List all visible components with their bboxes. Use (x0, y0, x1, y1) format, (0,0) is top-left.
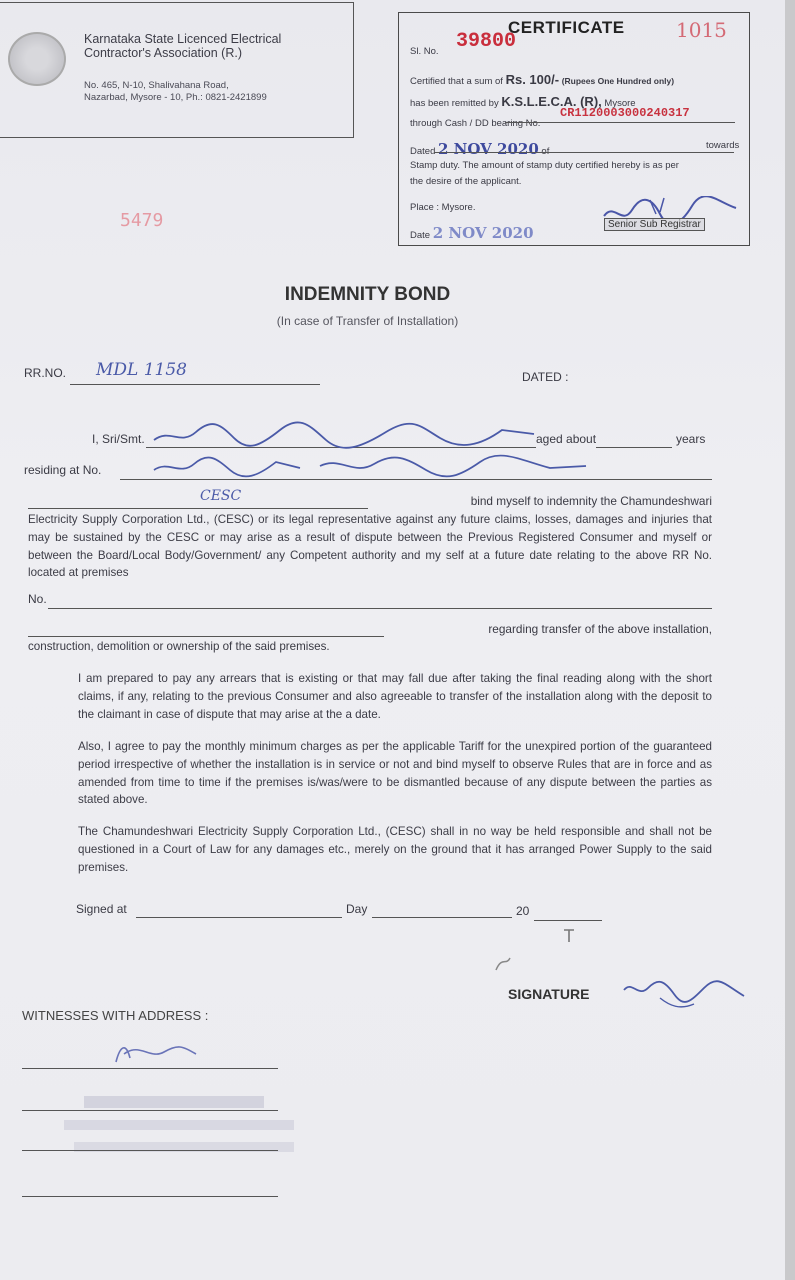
para1-text: Electricity Supply Corporation Ltd., (CESC) or its legal representative against any future claims, losses, damages and injuries that may be sustained by the CESC or may arise as a result of dispute between the Previous Registered Consumer and myself or between the Board/Local Body/Government/ any Competent authority and my self at a future date relating to the above RR No. located at premises (28, 513, 712, 580)
witness-line-1 (22, 1068, 278, 1069)
certificate-line-amount (410, 72, 674, 87)
registrar-stamp: Senior Sub Registrar (604, 218, 705, 231)
signed-at-underline (136, 917, 342, 918)
rr-no-value: MDL 1158 (96, 360, 187, 380)
para3-text: Also, I agree to pay the monthly minimum charges as per the applicable Tariff for the unexpired portion of the guaranteed period irrespective of whether the installation is in service or not and bind myself to observe Rules that are in force and as amended from time to time if the premises is/was/were to be dismantled because of any dispute between the parties as stated above. (78, 740, 712, 807)
signature-handwriting-icon (620, 976, 750, 1016)
barcode-main: CR112000300024 (560, 106, 661, 120)
association-address-line2: Nazarbad, Mysore - 10, Ph.: 0821-2421899 (84, 92, 267, 103)
certificate-line-dated (410, 140, 549, 158)
signature-label: SIGNATURE (508, 986, 590, 1002)
barcode-underline (505, 122, 735, 123)
day-label: Day (346, 902, 368, 916)
day-underline (372, 917, 512, 918)
handwritten-number: 5479 (120, 210, 164, 231)
sl-no-label: Sl. No. (410, 46, 439, 57)
signed-at-label: Signed at (76, 902, 127, 916)
towards-label: towards (706, 140, 740, 151)
witness-line-4 (22, 1196, 278, 1197)
cesc-handwritten: CESC (200, 488, 242, 504)
association-name-line2: Contractor's Association (R.) (84, 46, 242, 60)
rr-no-label: RR.NO. (24, 366, 66, 380)
regarding-text: regarding transfer of the above installation, (488, 622, 712, 636)
signature-marks-icon (488, 926, 598, 976)
remitter-name: K.S.L.E.C.A. (R), (501, 94, 602, 109)
association-name (84, 32, 281, 60)
certificate-date-line (410, 224, 534, 242)
sl-no-value: 39800 (456, 30, 517, 53)
year-underline (534, 920, 602, 921)
certificate-title: CERTIFICATE (508, 18, 625, 37)
witnesses-label: WITNESSES WITH ADDRESS : (22, 1008, 209, 1023)
amount-words: (Rupees One Hundred only) (561, 76, 675, 86)
years-label: years (676, 432, 706, 446)
place-label: Place : Mysore. (410, 202, 476, 213)
para4-text: The Chamundeshwari Electricity Supply Corporation Ltd., (CESC) shall in no way be held responsible and shall not be questioned in a Court of Law for any damages etc., merely on the ground that it has arranged Power Supply to the said premises. (78, 825, 712, 874)
dated-label: Dated (410, 146, 436, 157)
cesc-underline (28, 508, 368, 509)
residing-label: residing at No. (24, 463, 102, 477)
witness-stamp-faded-icon (54, 1092, 304, 1162)
certificate-line-cash: through Cash / DD bearing No. (410, 118, 541, 129)
remitter-city: Mysore (604, 98, 636, 109)
certificate-corner-number: 1015 (676, 18, 727, 42)
barcode-tail: 0317 (660, 106, 690, 120)
witness-line-3 (22, 1150, 278, 1151)
rr-no-underline (70, 384, 320, 385)
para2-text: I am prepared to pay any arrears that is existing or that may fall due after taking the final reading along with the short claims, if any, relating to the previous Consumer and also agreeable to transfer of the installation along with the deposit to the claimant in case of dispute that may arise at the a date. (78, 672, 712, 721)
address-handwriting-icon (150, 452, 590, 480)
premises-no-label: No. (28, 592, 47, 606)
year-prefix: 20 (516, 904, 530, 918)
stamp-duty-text: Stamp duty. The amount of stamp duty certified hereby is as per (410, 160, 679, 171)
registrar-signature-icon (600, 196, 740, 238)
barcode-number (560, 106, 690, 120)
amount-value: Rs. 100/- (505, 72, 560, 87)
age-underline (596, 447, 672, 448)
witness-signature-icon (110, 1036, 200, 1068)
association-name-line1: Karnataka State Licenced Electrical (84, 32, 282, 46)
association-address (84, 80, 267, 104)
bond-title: INDEMNITY BOND (284, 284, 451, 305)
para1-lead: bind myself to indemnity the Chamundeshwari (470, 494, 712, 508)
dated-stamp: 2 NOV 2020 (438, 140, 539, 158)
of-label: of (541, 146, 550, 157)
construction-text: construction, demolition or ownership of the said premises. (28, 640, 330, 653)
name-label: I, Sri/Smt. (92, 432, 145, 446)
amount-prefix: Certified that a sum of (410, 76, 503, 87)
premises-cont-underline (28, 636, 384, 637)
remitter-prefix: has been remitted by (410, 98, 499, 109)
aged-label: aged about (536, 432, 597, 446)
date-label: Date (410, 230, 431, 241)
bond-subtitle: (In case of Transfer of Installation) (276, 314, 459, 328)
dated-underline (434, 152, 734, 153)
dated-field-label: DATED : (522, 370, 569, 384)
date-stamp: 2 NOV 2020 (432, 224, 534, 242)
desire-text: the desire of the applicant. (410, 176, 522, 187)
association-address-line1: No. 465, N-10, Shalivahana Road, (84, 80, 229, 91)
name-handwriting-icon (150, 420, 540, 450)
association-seal-icon (8, 32, 66, 86)
premises-no-underline (48, 608, 712, 609)
